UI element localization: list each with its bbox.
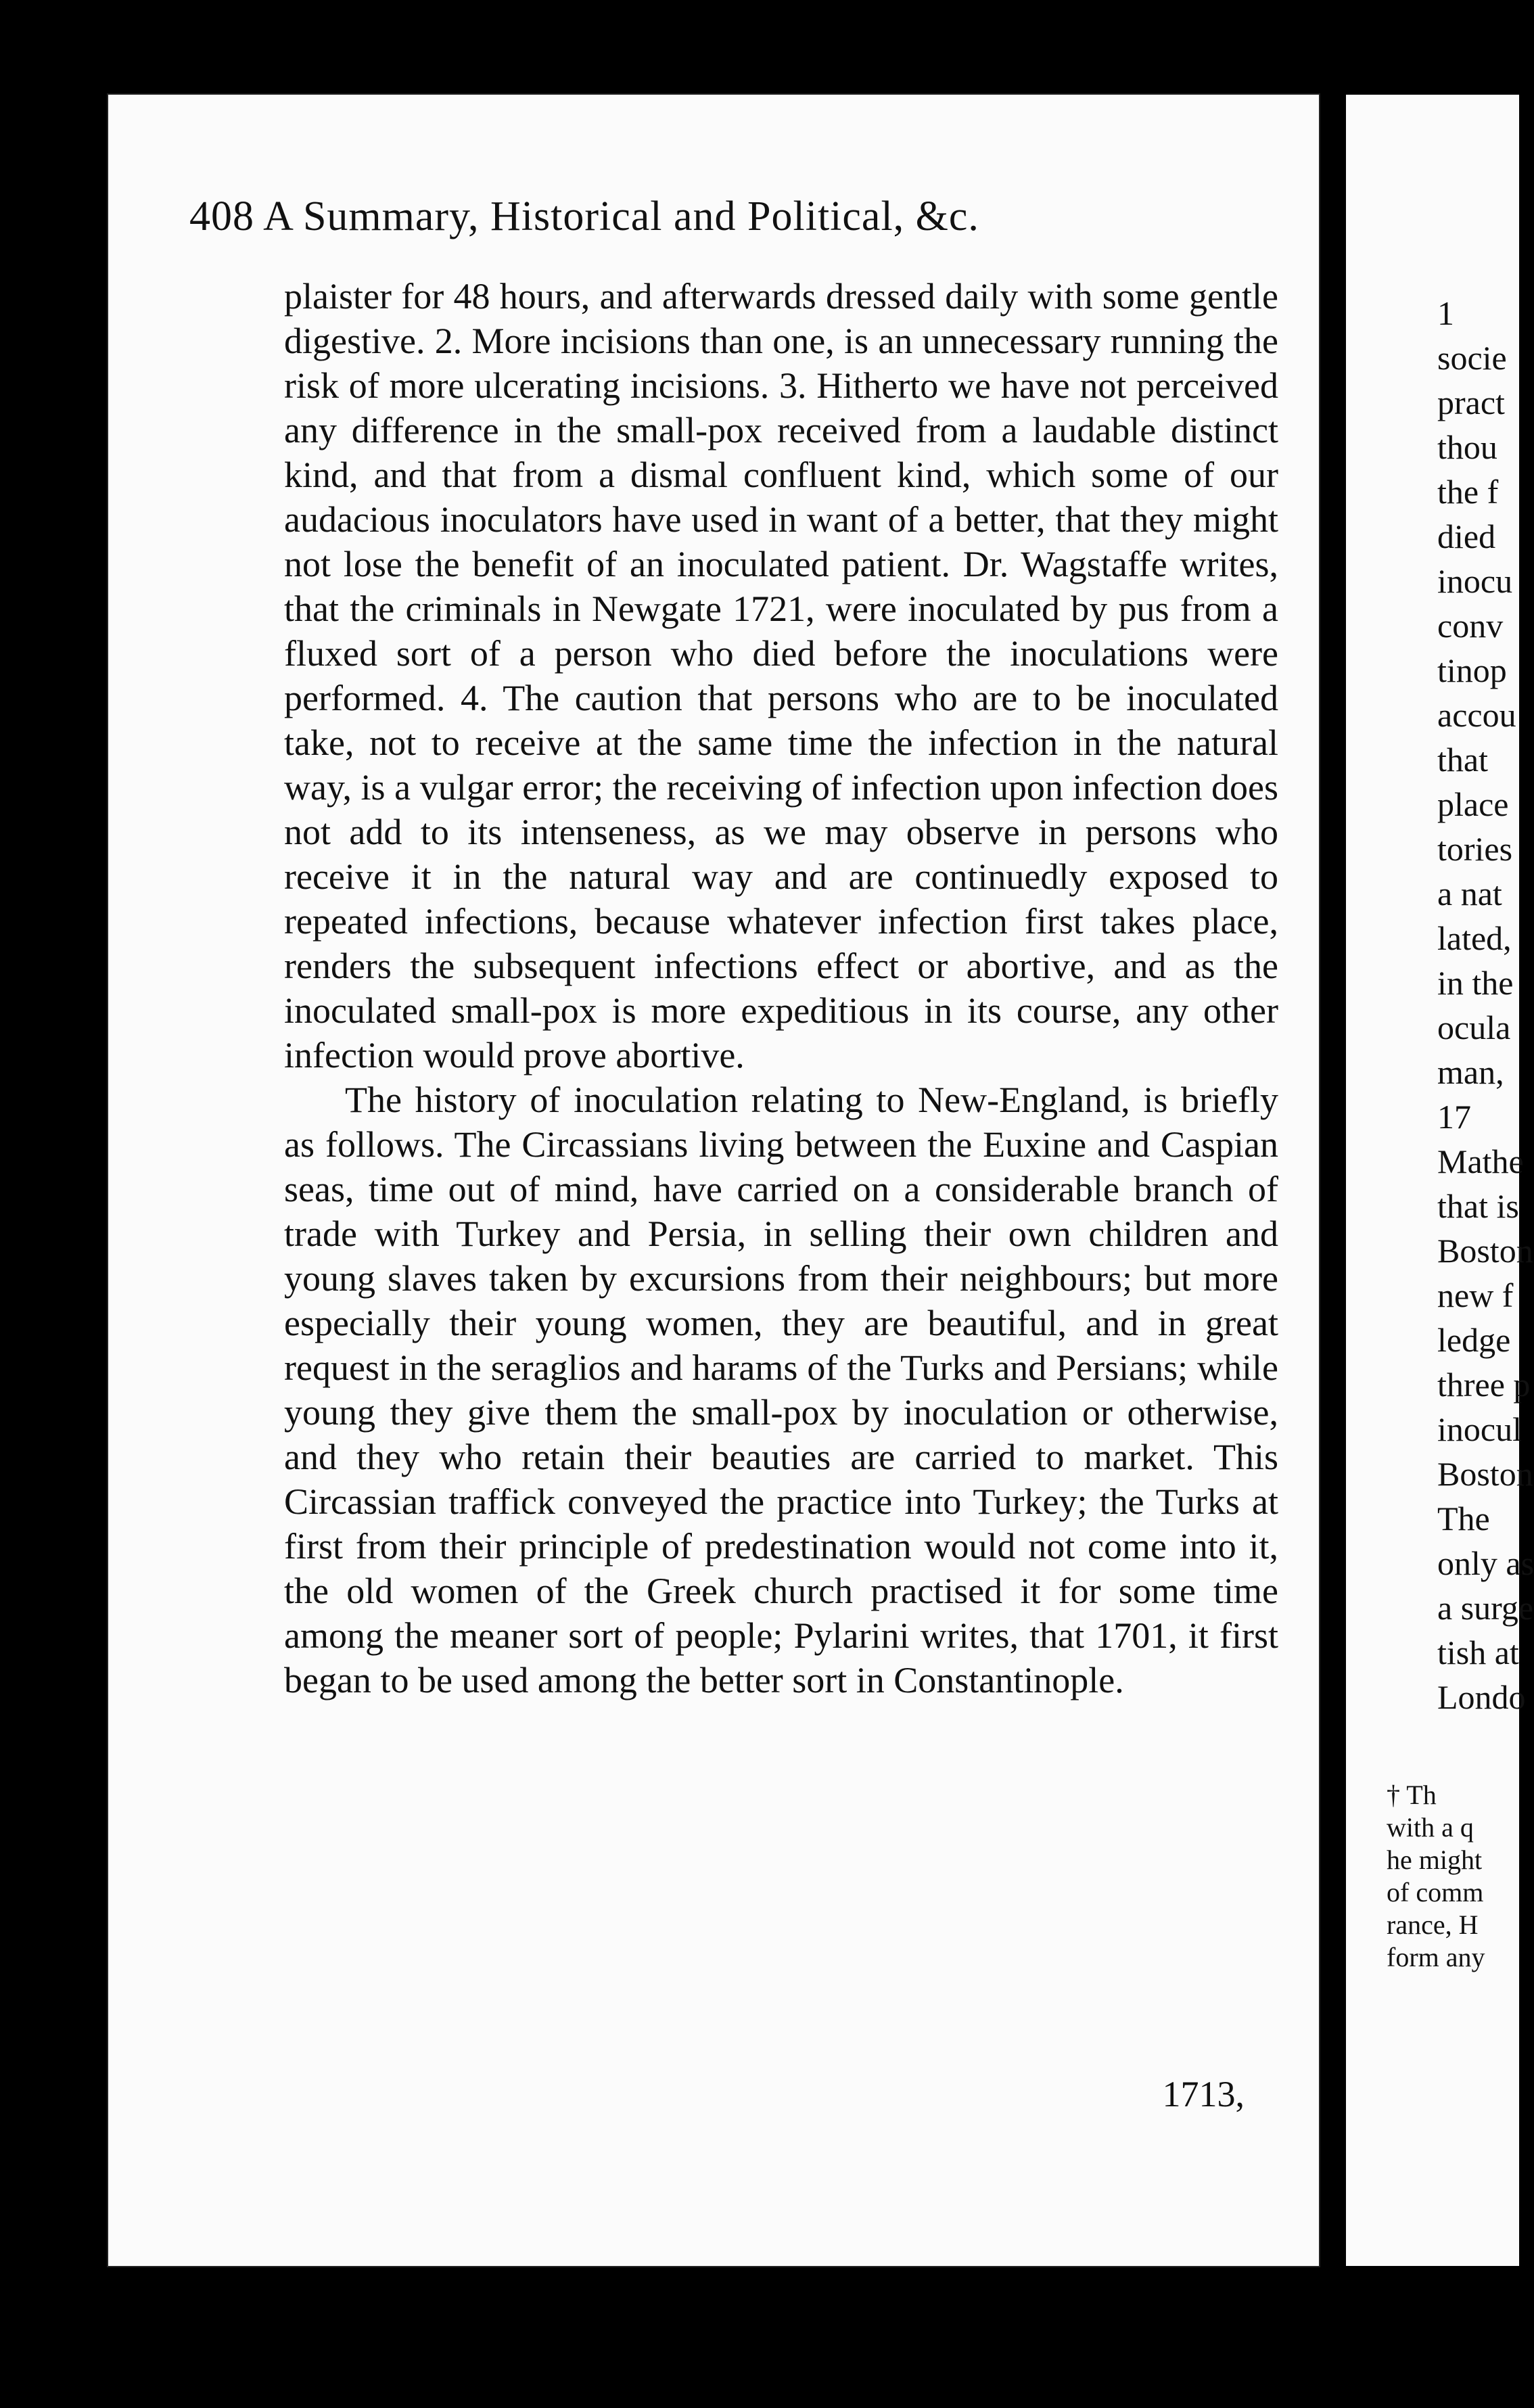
facing-page-line: ocula [1437,1009,1511,1046]
facing-page-line: accou [1437,696,1516,734]
paragraph-1: plaister for 48 hours, and afterwards dressed daily with some gentle digestive. 2. More incisions than one, is an unnecessary running the risk of more ulcerating incisions. 3. Hitherto we have not perceived any difference in the small-pox received from a laudable distinct kind, and that from a dismal confluent kind, which some of our audacious inoculators have used in want of a better, that they might not lose the benefit of an inoculated patient. Dr. Wagstaffe writes, that the criminals in Newgate 1721, were inoculated by pus from a fluxed sort of a person who died before the inoculations were performed. 4. The caution that persons who are to be inoculated take, not to receive at the same time the infection in the natural way, is a vulgar error; the receiving of infection upon infection does not add to its intenseness, as we may observe in persons who receive it in the natural way and are continuedly exposed to repeated infections, because whatever infection first takes place, renders the subsequent infections effect or abortive, and as the inoculated small-pox is more expeditious in its course, any other infection would prove abortive. [284,276,1278,1075]
facing-page-note-line: rance, H [1387,1909,1479,1940]
facing-page-line: 1 [1437,294,1454,332]
facing-page-line: socie [1437,339,1507,377]
facing-page-line: Boston [1437,1455,1533,1493]
facing-page-line: thou [1437,428,1497,466]
facing-page-line: Boston [1437,1232,1533,1270]
facing-page-line: only as [1437,1544,1534,1582]
facing-page-note-line: with a q [1387,1812,1474,1843]
facing-page-note-line: he might [1387,1845,1483,1875]
catchword: 1713, [1162,2074,1245,2114]
facing-page-line: died [1437,517,1496,555]
page-number: 408 [189,193,254,239]
facing-page-line: tories [1437,830,1513,868]
page-header [189,193,1245,241]
facing-page-line: man, [1437,1053,1504,1091]
facing-page-line: The [1437,1500,1490,1537]
facing-page-line: that is [1437,1187,1519,1225]
facing-page-line: 17 [1437,1098,1471,1136]
facing-page-line: conv [1437,607,1504,645]
facing-page-footnote [1387,1779,1519,1974]
facing-page-text [1437,291,1534,1719]
facing-page-line: ledge [1437,1321,1511,1359]
facing-page-note-line: † Th [1387,1780,1437,1810]
facing-page-line: tinop [1437,651,1507,689]
facing-page-line: tish at [1437,1634,1519,1671]
facing-page-line: the f [1437,473,1499,511]
facing-page-line: Londo [1437,1678,1526,1716]
facing-page-note-line: of comm [1387,1877,1484,1907]
facing-page-line: Mathe [1437,1142,1524,1180]
facing-page-line: pract [1437,384,1505,421]
facing-page-line: three p [1437,1366,1531,1404]
paragraph-2: The history of inoculation relating to New-England, is briefly as follows. The Circassians living between the Euxine and Caspian seas, time out of mind, have carried on a considerable branch of trade with Turkey and Persia, in selling their own children and young slaves taken by excursions from their neighbours; but more especially their young women, they are beautiful, and in great request in the seraglios and harams of the Turks and Persians; while young they give them the small-pox by inoculation or otherwise, and they who retain their beauties are carried to market. This Circassian traffick conveyed the practice into Turkey; the Turks at first from their principle of predestination would not come into it, the old women of the Greek church practised it for some time among the meaner sort of people; Pylarini writes, that 1701, it first began to be used among the better sort in Constantinople. [284,1080,1278,1700]
facing-page-line: new f [1437,1276,1514,1314]
body-text [284,274,1278,1703]
facing-page-line: a surge [1437,1589,1534,1627]
facing-page-note-line: form any [1387,1942,1485,1972]
running-title: A Summary, Historical and Political, &c. [263,193,979,239]
facing-page-line: in the [1437,964,1514,1002]
facing-page-line: place [1437,785,1509,823]
facing-page-line: that [1437,741,1488,779]
facing-page-line: a nat [1437,875,1502,912]
facing-page-line: inocu [1437,562,1513,600]
facing-page-line: lated, [1437,919,1512,957]
facing-page-line: inocul [1437,1410,1522,1448]
